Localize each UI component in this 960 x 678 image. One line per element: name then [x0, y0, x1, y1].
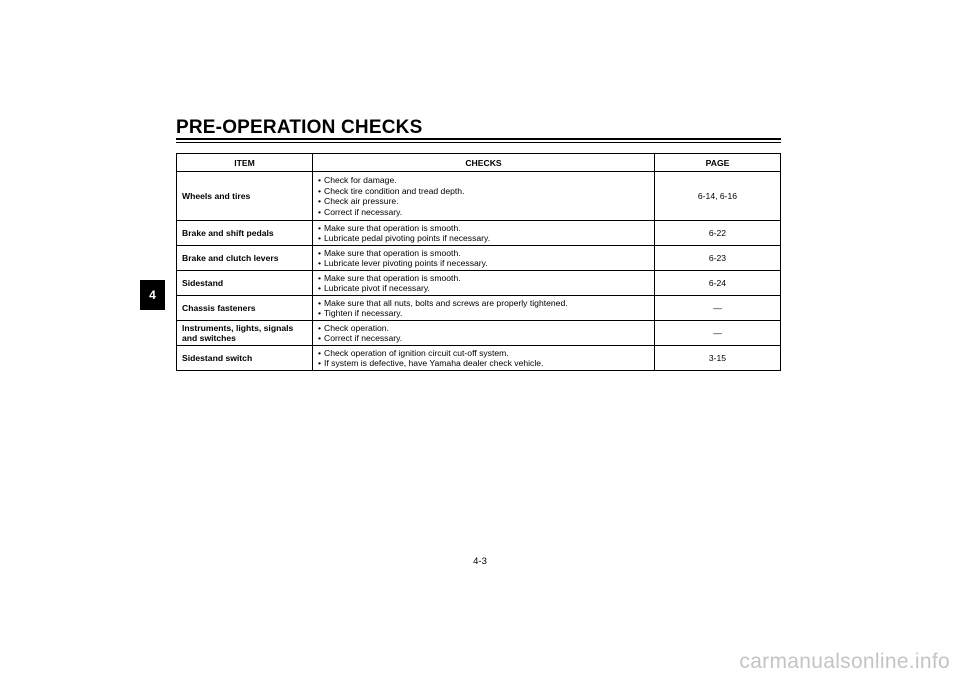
check-text: Make sure that operation is smooth. [324, 272, 461, 283]
check-text: Tighten if necessary. [324, 308, 403, 318]
table-row [177, 221, 781, 246]
check-text: Make sure that operation is smooth. [324, 247, 461, 258]
checks-list [318, 175, 649, 217]
row-checks-cell [313, 172, 655, 221]
check-item [318, 233, 649, 244]
check-item [318, 323, 649, 334]
table-row [177, 271, 781, 296]
row-checks-cell [313, 271, 655, 296]
checks-list [318, 348, 649, 369]
bullet-icon: • [318, 283, 322, 293]
row-item-label: Wheels and tires [177, 172, 313, 221]
check-text: Lubricate pivot if necessary. [324, 283, 430, 293]
bullet-icon: • [318, 272, 322, 283]
check-item [318, 186, 649, 197]
check-item [318, 196, 649, 207]
check-item [318, 283, 649, 294]
check-item [318, 175, 649, 186]
check-text: Check for damage. [324, 175, 397, 185]
bullet-icon: • [318, 175, 322, 185]
check-text: Check tire condition and tread depth. [324, 185, 465, 196]
check-text: Check air pressure. [324, 196, 399, 206]
header-rule-thick [176, 138, 781, 140]
check-item [318, 358, 649, 369]
row-page-ref: 6-14, 6-16 [655, 172, 781, 221]
checks-list [318, 298, 649, 319]
row-page-ref: 3-15 [655, 346, 781, 371]
check-item [318, 348, 649, 359]
check-text: Make sure that all nuts, bolts and screws are properly tightened. [324, 297, 568, 308]
check-text: Lubricate pedal pivoting points if necessary. [324, 233, 491, 243]
check-text: Check operation of ignition circuit cut-off system. [324, 347, 509, 358]
column-header-checks: CHECKS [313, 154, 655, 172]
table-row [177, 296, 781, 321]
table-row [177, 246, 781, 271]
checks-list [318, 223, 649, 244]
check-item [318, 248, 649, 259]
check-item [318, 308, 649, 319]
row-checks-cell [313, 221, 655, 246]
table-row [177, 172, 781, 221]
watermark-text[interactable]: carmanualsonline.info [739, 650, 950, 673]
check-item [318, 273, 649, 284]
checks-list [318, 248, 649, 269]
row-item-label: Chassis fasteners [177, 296, 313, 321]
row-item-label: Sidestand switch [177, 346, 313, 371]
pre-operation-checks-table [176, 153, 781, 371]
bullet-icon: • [318, 206, 322, 217]
bullet-icon: • [318, 297, 322, 308]
page-number: 4-3 [473, 556, 487, 567]
table-body [177, 172, 781, 371]
bullet-icon: • [318, 333, 322, 343]
table-header-row [177, 154, 781, 172]
bullet-icon: • [318, 347, 322, 358]
page-title: PRE-OPERATION CHECKS [176, 117, 423, 138]
check-text: Correct if necessary. [324, 333, 403, 343]
bullet-icon: • [318, 222, 322, 233]
check-text: If system is defective, have Yamaha dealer check vehicle. [324, 358, 544, 368]
row-item-label: Brake and shift pedals [177, 221, 313, 246]
row-page-ref: 6-24 [655, 271, 781, 296]
row-item-label: Brake and clutch levers [177, 246, 313, 271]
row-item-label: Sidestand [177, 271, 313, 296]
row-checks-cell [313, 346, 655, 371]
row-page-ref: 6-22 [655, 221, 781, 246]
column-header-item: ITEM [177, 154, 313, 172]
checks-list [318, 273, 649, 294]
row-page-ref: — [655, 321, 781, 346]
column-header-page: PAGE [655, 154, 781, 172]
row-page-ref: — [655, 296, 781, 321]
row-item-label: Instruments, lights, signals and switches [177, 321, 313, 346]
row-checks-cell [313, 246, 655, 271]
bullet-icon: • [318, 308, 322, 318]
table-row [177, 321, 781, 346]
bullet-icon: • [318, 233, 322, 243]
bullet-icon: • [318, 322, 322, 333]
check-text: Check operation. [324, 322, 389, 333]
check-item [318, 207, 649, 218]
check-item [318, 258, 649, 269]
bullet-icon: • [318, 358, 322, 368]
check-item [318, 298, 649, 309]
check-text: Make sure that operation is smooth. [324, 222, 461, 233]
bullet-icon: • [318, 185, 322, 196]
row-page-ref: 6-23 [655, 246, 781, 271]
check-text: Lubricate lever pivoting points if necessary. [324, 258, 488, 268]
check-item [318, 333, 649, 344]
chapter-tab[interactable]: 4 [140, 280, 165, 310]
bullet-icon: • [318, 247, 322, 258]
bullet-icon: • [318, 196, 322, 206]
header-rule-thin [176, 142, 781, 143]
checks-list [318, 323, 649, 344]
check-item [318, 223, 649, 234]
bullet-icon: • [318, 258, 322, 268]
row-checks-cell [313, 321, 655, 346]
row-checks-cell [313, 296, 655, 321]
check-text: Correct if necessary. [324, 206, 403, 217]
table-row [177, 346, 781, 371]
